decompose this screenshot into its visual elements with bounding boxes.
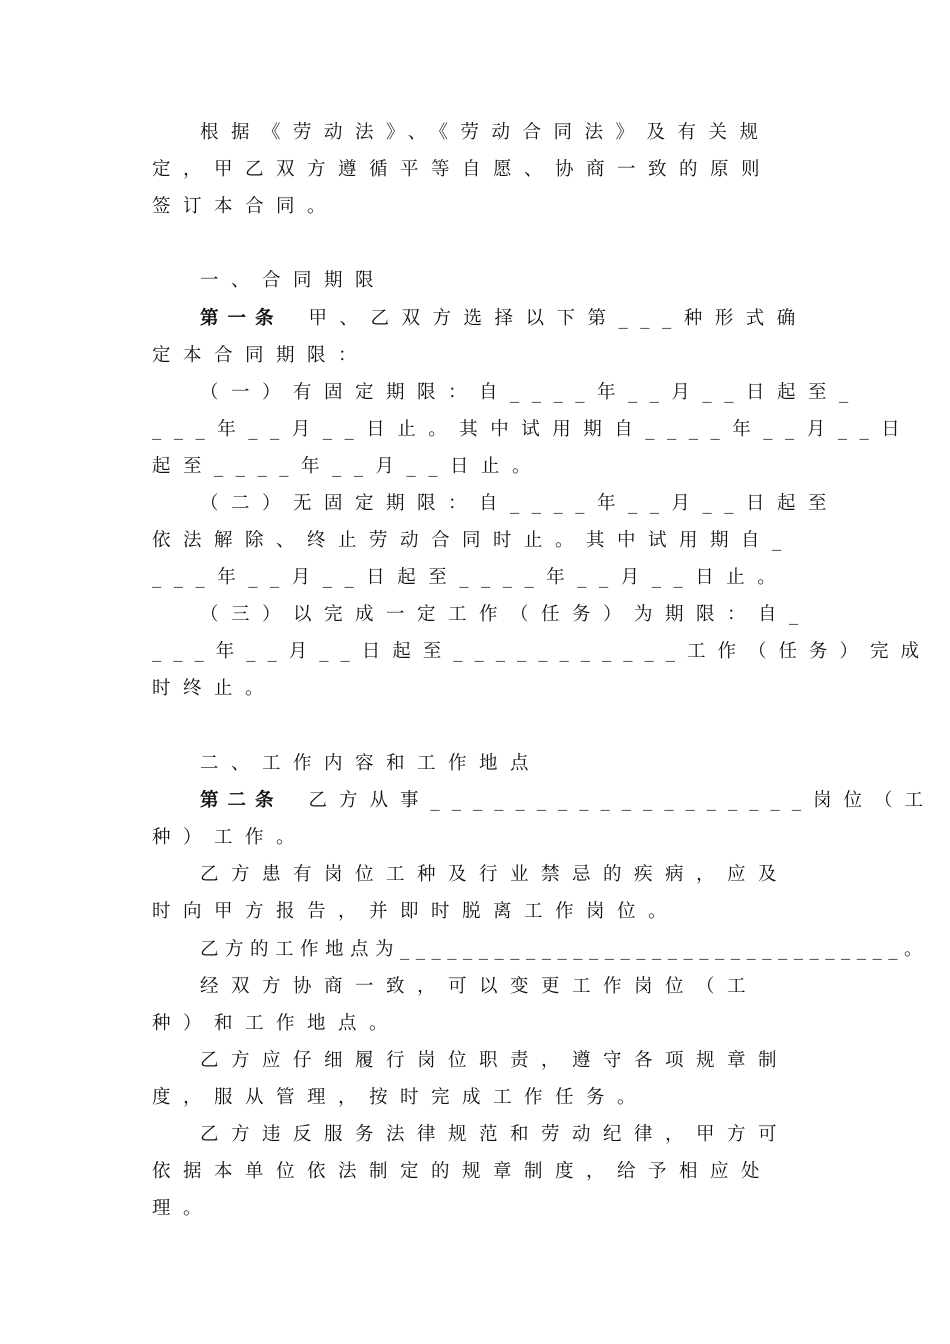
task-term-line-2: ___年__月__日起至___________工作（任务）完成	[152, 641, 932, 662]
article-2-text: 乙方从事__________________岗位（工	[308, 790, 936, 811]
article-2-line-2: 种）工作。	[152, 827, 308, 848]
change-clause-line-2: 种）和工作地点。	[152, 1013, 401, 1034]
section-heading-work-content: 二、工作内容和工作地点	[200, 753, 542, 774]
article-1-text: 甲、乙双方选择以下第___种形式确	[308, 308, 808, 329]
article-1-line-1	[200, 304, 860, 334]
fixed-term-line-3: 起至____年__月__日止。	[152, 456, 544, 477]
open-term-line-1: （二）无固定期限：自____年__月__日起至	[200, 493, 840, 514]
fixed-term-line-1: （一）有固定期限：自____年__月__日起至_	[200, 382, 861, 403]
open-term-line-3: ___年__月__日起至____年__月__日止。	[152, 567, 789, 588]
paragraph-intro-line-3: 签订本合同。	[152, 196, 339, 217]
duty-clause-line-1: 乙方应仔细履行岗位职责，遵守各项规章制	[200, 1050, 790, 1071]
disease-clause-line-1: 乙方患有岗位工种及行业禁忌的疾病，应及	[200, 864, 790, 885]
open-term-line-2: 依法解除、终止劳动合同时止。其中试用期自_	[152, 530, 794, 551]
discipline-clause-line-3: 理。	[152, 1198, 215, 1219]
paragraph-intro-line-2: 定，甲乙双方遵循平等自愿、协商一致的原则	[152, 159, 773, 180]
article-1-line-2: 定本合同期限：	[152, 345, 370, 366]
task-term-line-3: 时终止。	[152, 678, 277, 699]
paragraph-intro-line-1: 根据《劳动法》、《劳动合同法》及有关规	[200, 122, 771, 143]
work-location-line: 乙方的工作地点为________________________________。	[200, 939, 930, 960]
article-2-label: 第二条	[200, 790, 283, 811]
article-1-label: 第一条	[200, 308, 283, 329]
change-clause-line-1: 经双方协商一致，可以变更工作岗位（工	[200, 976, 759, 997]
disease-clause-line-2: 时向甲方报告，并即时脱离工作岗位。	[152, 901, 680, 922]
fixed-term-line-2: ___年__月__日止。其中试用期自____年__月__日	[152, 419, 913, 440]
discipline-clause-line-1: 乙方违反服务法律规范和劳动纪律，甲方可	[200, 1124, 790, 1145]
duty-clause-line-2: 度，服从管理，按时完成工作任务。	[152, 1087, 649, 1108]
section-heading-contract-term: 一、合同期限	[200, 270, 387, 291]
discipline-clause-line-2: 依据本单位依法制定的规章制度，给予相应处	[152, 1161, 773, 1182]
task-term-line-1: （三）以完成一定工作（任务）为期限：自_	[200, 604, 811, 625]
article-2-line-1	[200, 786, 936, 816]
